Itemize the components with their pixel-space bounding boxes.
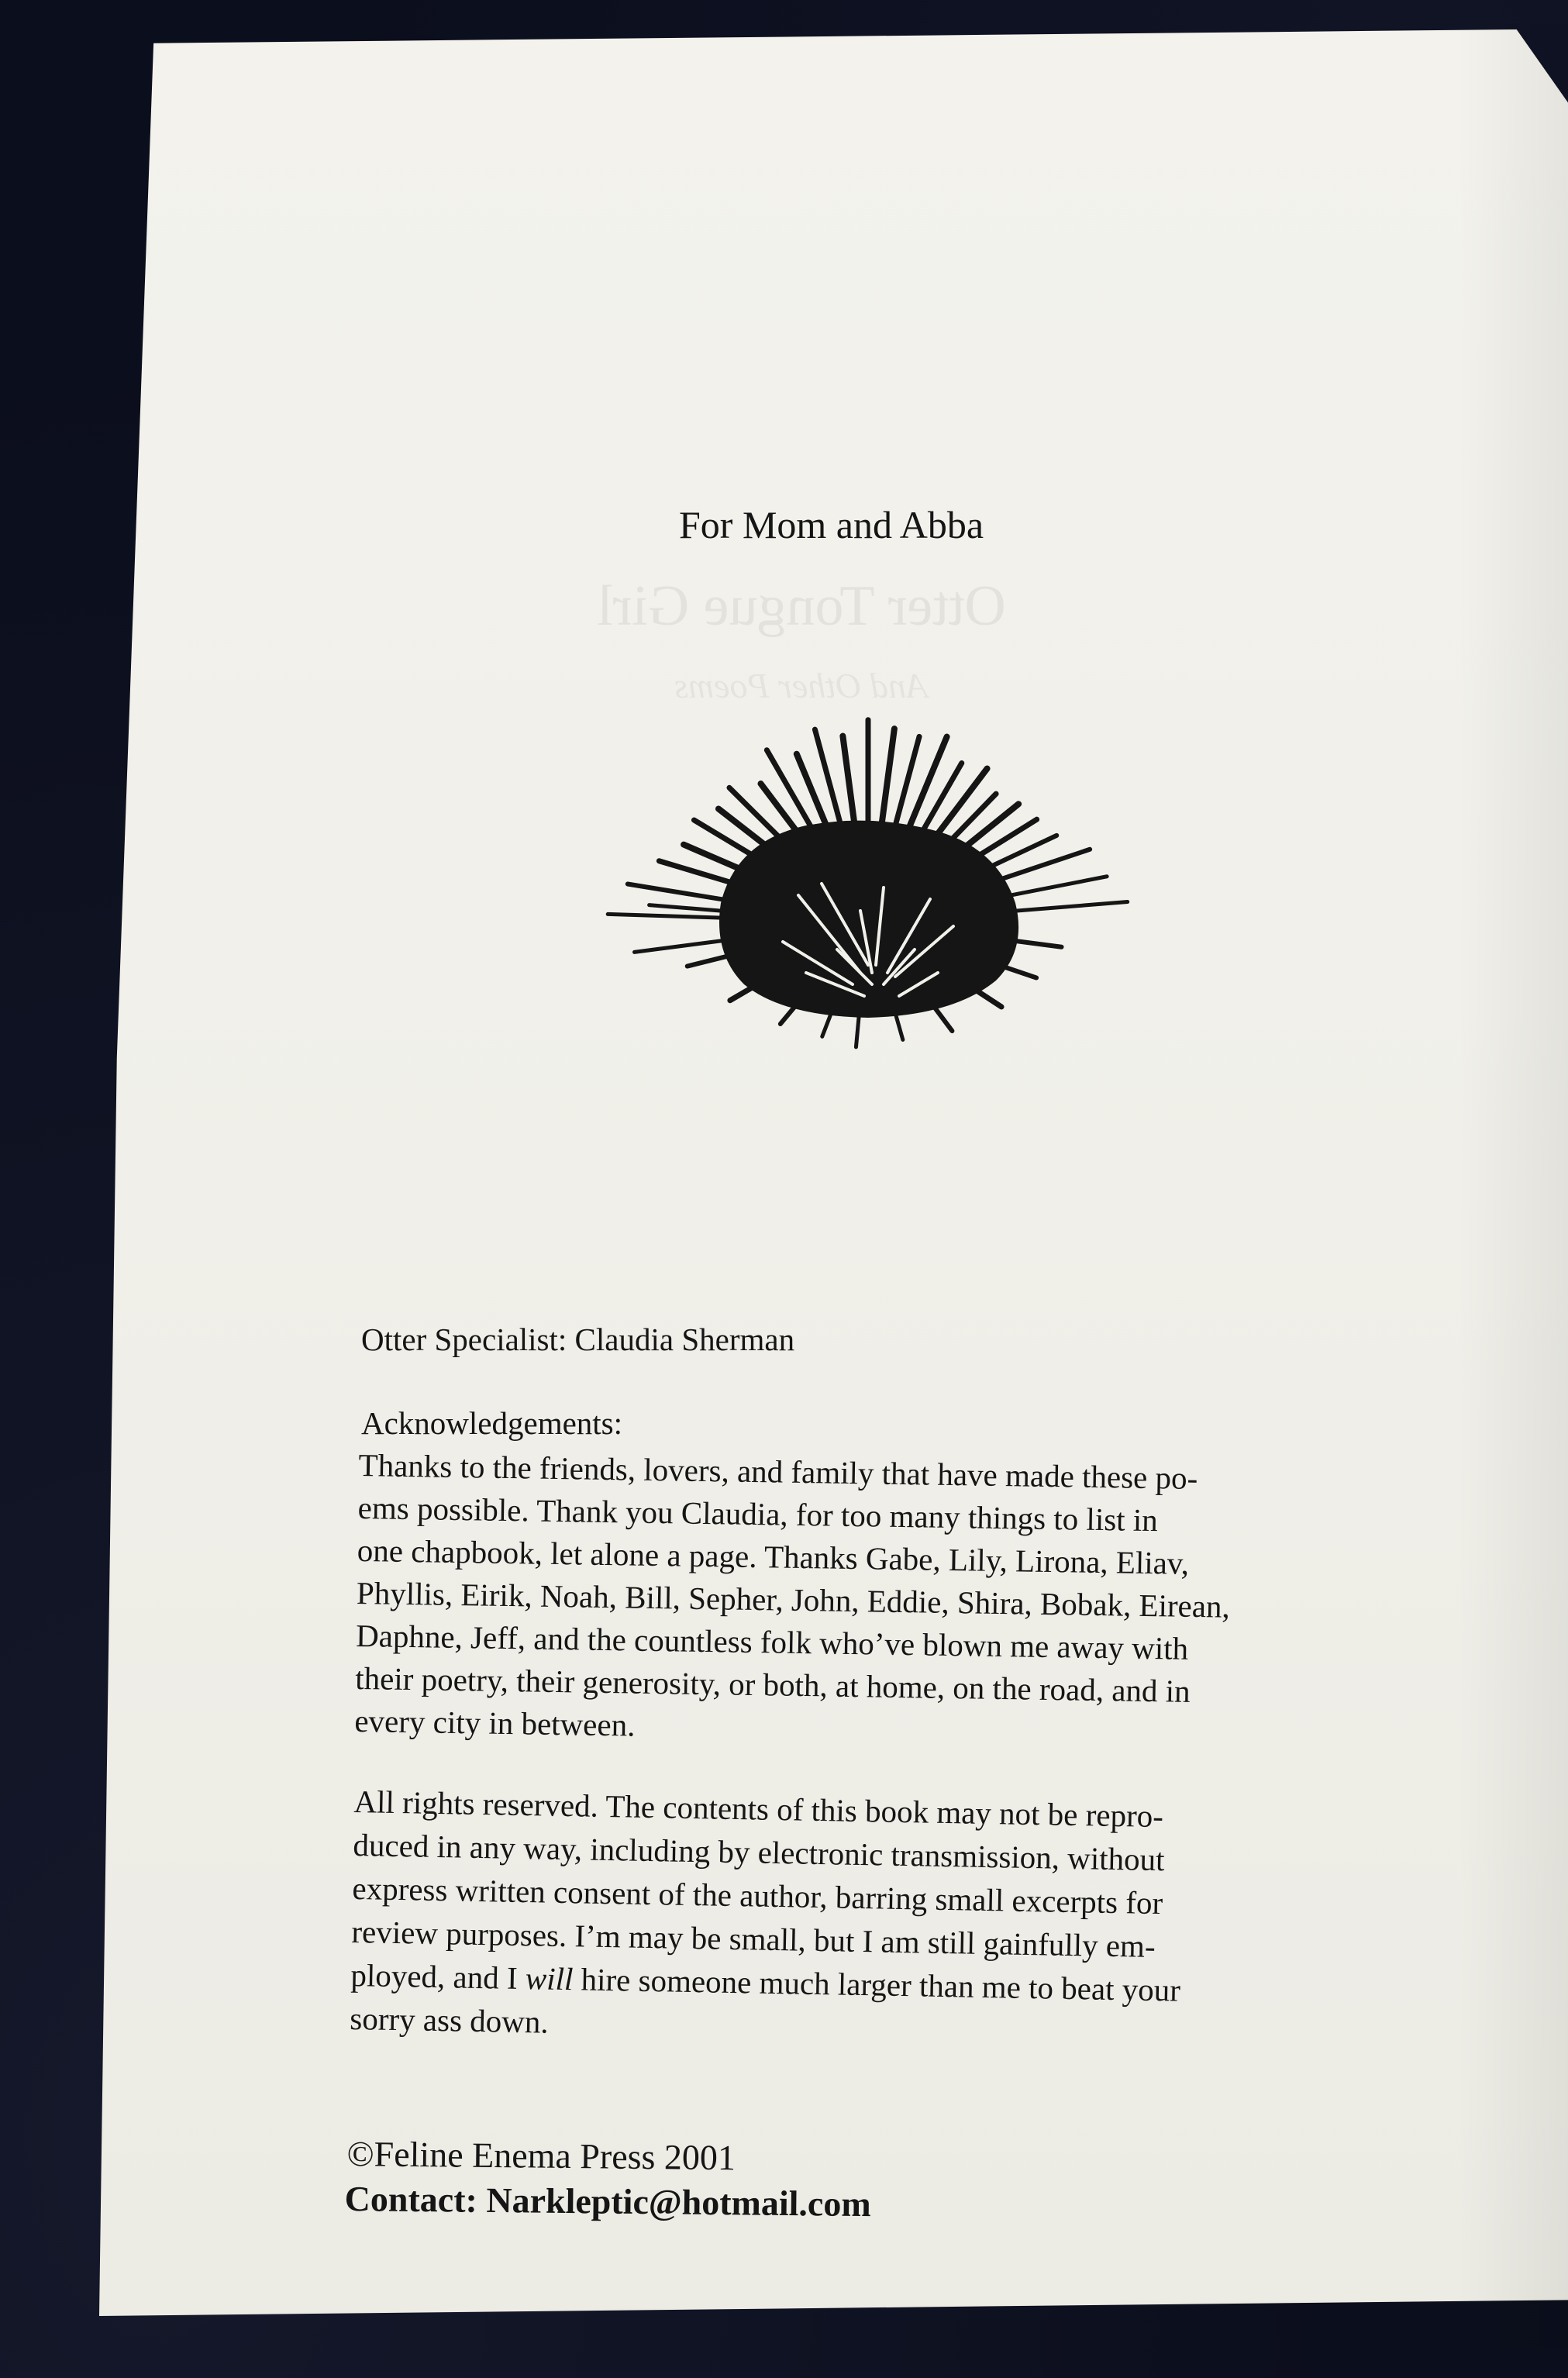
rights-line-end: hire someone much larger than me to beat your: [572, 1961, 1181, 2008]
contact-email: Contact: Narkleptic@hotmail.com: [344, 2179, 871, 2225]
acknowledgements-heading: Acknowledgements:: [361, 1405, 623, 1441]
copyright-notice: ©Feline Enema Press 2001: [346, 2134, 736, 2178]
acknowledgements-line: Daphne, Jeff, and the countless folk who’ve blown me away with: [355, 1617, 1189, 1666]
acknowledgements-line: Thanks to the friends, lovers, and family that have made these po-: [358, 1446, 1198, 1497]
acknowledgements-line: their poetry, their generosity, or both, at home, on the road, and in: [354, 1659, 1191, 1709]
bleed-through-title: Otter Tongue Girl: [597, 574, 1006, 638]
rights-paragraph: [350, 1783, 1362, 2062]
rights-line: sorry ass down.: [350, 2000, 550, 2040]
rights-line-start: ployed, and I: [350, 1956, 526, 1997]
acknowledgements-line: one chapbook, let alone a page. Thanks Gabe, Lily, Lirona, Eliav,: [357, 1532, 1190, 1581]
acknowledgements-line: every city in between.: [354, 1702, 636, 1743]
rights-line: express written consent of the author, barring small excerpts for: [352, 1870, 1163, 1921]
dedication: For Mom and Abba: [679, 503, 984, 546]
acknowledgements-line: Phyllis, Eirik, Noah, Bill, Sepher, John, Eddie, Shira, Bobak, Eirean,: [356, 1574, 1231, 1625]
bleed-through-subtitle: And Other Poems: [674, 666, 929, 705]
acknowledgements-paragraph: [354, 1446, 1366, 1760]
otter-specialist-credit: Otter Specialist: Claudia Sherman: [361, 1322, 795, 1357]
rights-line: All rights reserved. The contents of this book may not be repro-: [353, 1783, 1164, 1835]
acknowledgements-line: ems possible. Thank you Claudia, for too many things to list in: [357, 1489, 1159, 1539]
rights-emphasis: will: [525, 1960, 574, 1997]
rights-line: duced in any way, including by electronic transmission, without: [353, 1826, 1165, 1878]
sea-urchin-icon: [605, 717, 1132, 1081]
rights-line: review purposes. I’m may be small, but I am still gainfully em-: [351, 1913, 1156, 1964]
